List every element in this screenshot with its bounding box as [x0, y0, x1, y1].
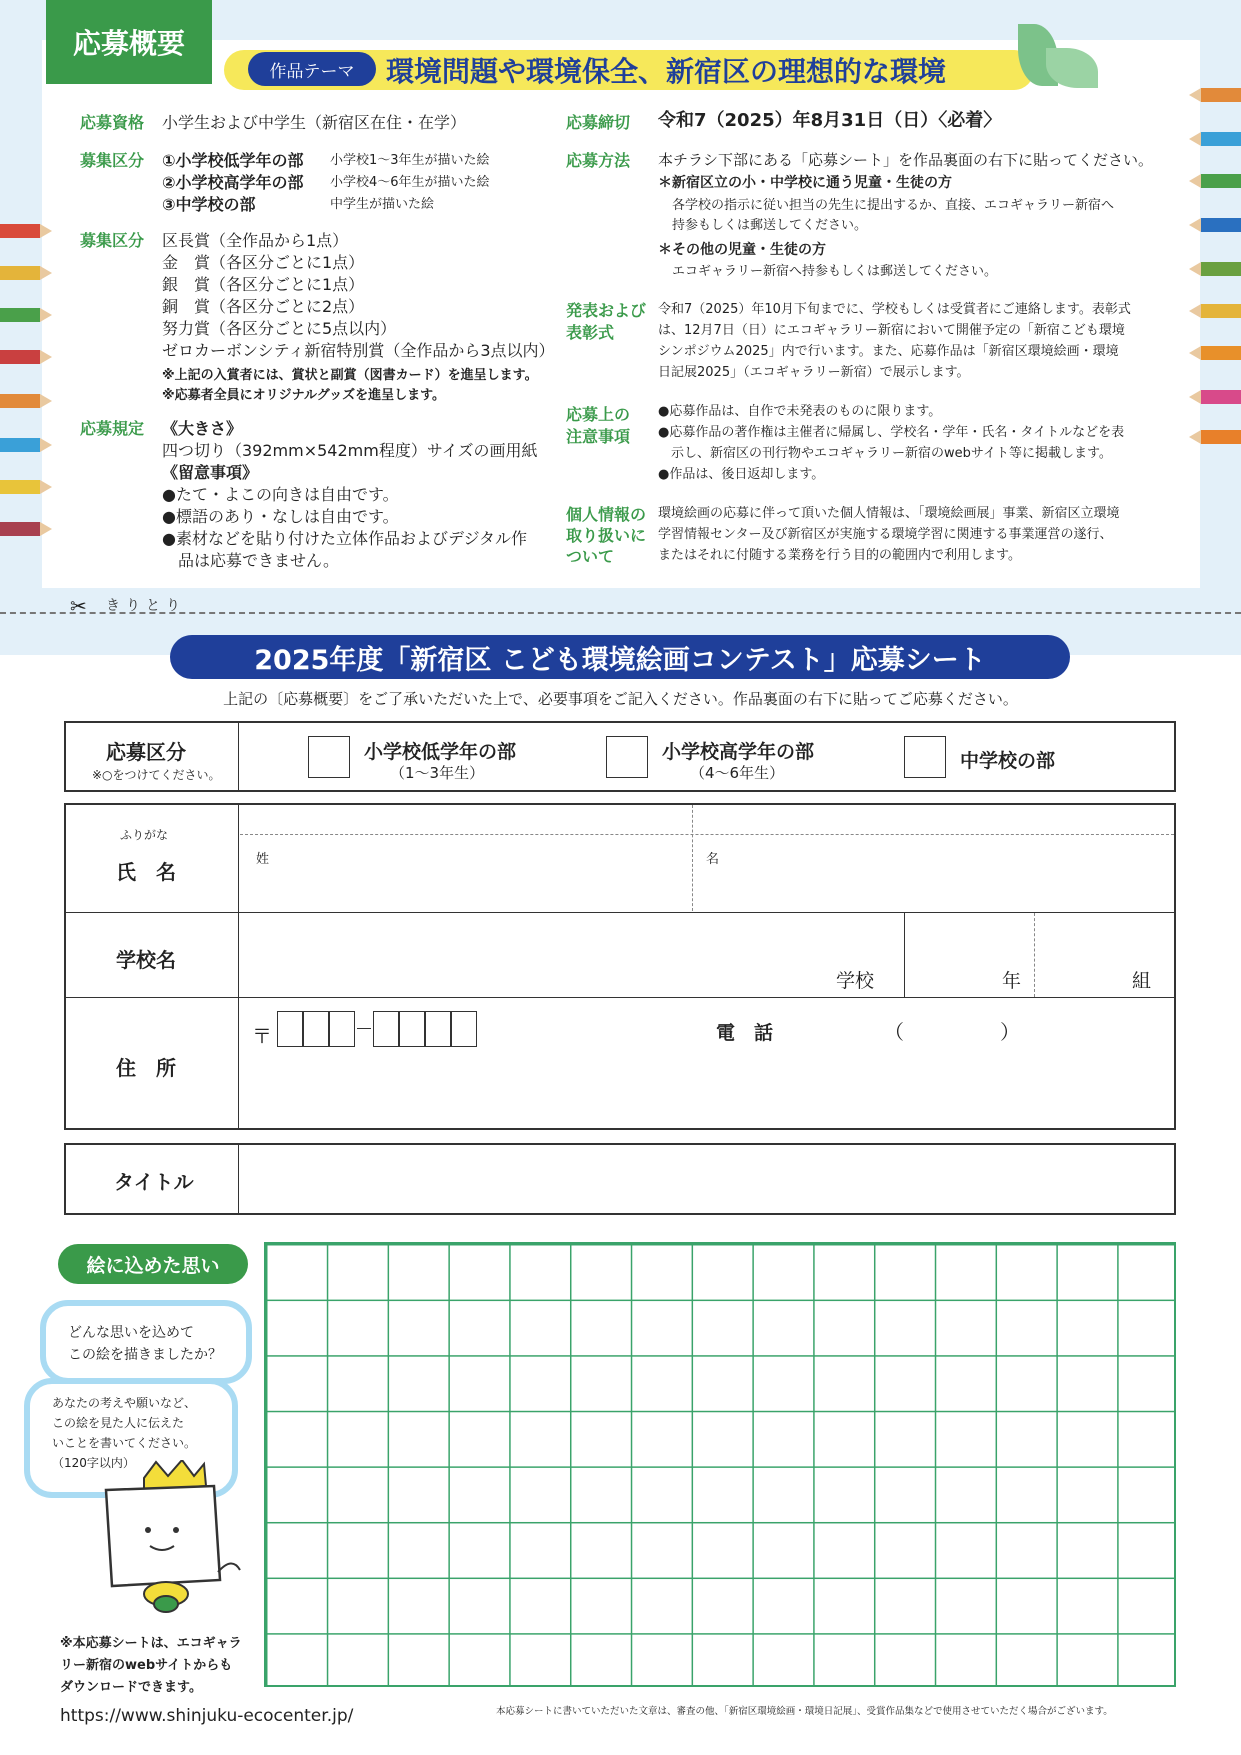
option-name: 小学校低学年の部 [364, 741, 517, 763]
method-line: 持参もしくは郵送してください。 [672, 218, 868, 233]
phone-field[interactable] [804, 1010, 1164, 1050]
postal-digit-box[interactable] [451, 1011, 477, 1047]
division-desc: 中学生が描いた絵 [330, 197, 435, 212]
given-name-field[interactable] [694, 838, 1174, 910]
awards-label: 募集区分 [80, 231, 145, 250]
privacy-label: 取り扱いに [566, 526, 647, 545]
rules-line: ●素材などを貼り付けた立体作品およびデジタル作 [162, 529, 528, 548]
award-item: 努力賞（各区分ごとに5点以内） [162, 319, 397, 338]
announce-line: 令和7（2025）年10月下旬までに、学校もしくは受賞者にご連絡します。表彰式 [658, 302, 1131, 317]
pencil-icon [0, 350, 40, 364]
divider [1034, 913, 1035, 997]
bubble-text: この絵を見た人に伝えた [52, 1416, 185, 1430]
download-note: ダウンロードできます。 [60, 1680, 202, 1695]
phone-label: 電 話 [716, 1022, 774, 1044]
thoughts-pill: 絵に込めた思い [58, 1244, 248, 1284]
rules-line: ●標語のあり・なしは自由です。 [162, 507, 399, 526]
pencil-icon [1201, 430, 1241, 444]
rules-line: 《大きさ》 [162, 419, 243, 438]
divider [238, 721, 239, 792]
title-field[interactable] [242, 1146, 1172, 1212]
division-desc: 小学校1〜3年生が描いた絵 [330, 153, 490, 168]
rules-line: ●たて・よこの向きは自由です。 [162, 485, 399, 504]
method-line: ＊新宿区立の小・中学校に通う児童・生徒の方 [658, 175, 952, 191]
divider [64, 912, 1176, 913]
award-item: ゼロカーボンシティ新宿特別賞（全作品から3点以内） [162, 341, 555, 360]
grade-field[interactable] [906, 914, 996, 996]
caution-line: ●応募作品は、自作で未発表のものに限ります。 [658, 404, 942, 419]
speech-bubble [40, 1300, 252, 1384]
outline-tag: 応募概要 [46, 0, 212, 84]
sei-label: 姓 [256, 852, 270, 867]
address-label: 住 所 [116, 1056, 176, 1080]
pencil-icon [0, 394, 40, 408]
pencil-icon [1201, 88, 1241, 102]
bubble-text: この絵を描きましたか？ [68, 1347, 222, 1363]
pencil-icon [1201, 346, 1241, 360]
rules-line: 品は応募できません。 [162, 551, 339, 570]
option-name: 中学校の部 [960, 750, 1056, 772]
award-item: 区長賞（全作品から1点） [162, 231, 349, 250]
rules-line: 四つ切り（392mm×542mm程度）サイズの画用紙 [162, 441, 538, 460]
pencil-icon [1201, 132, 1241, 146]
caution-line: 示し、新宿区の刊行物やエコギャラリー新宿のwebサイト等に掲載します。 [658, 446, 1112, 461]
school-suffix: 学校 [836, 970, 875, 992]
furigana-divider [240, 834, 1174, 835]
pencil-icon [1201, 262, 1241, 276]
pencil-icon [1201, 390, 1241, 404]
pencil-icon [0, 266, 40, 280]
awards-note: ※応募者全員にオリジナルグッズを進呈します。 [162, 388, 446, 403]
sheet-note: 上記の〔応募概要〕をご了承いただいた上で、必要事項をご記入ください。作品裏面の右下に貼ってご応募ください。 [223, 690, 1018, 708]
division-desc: 小学校4〜6年生が描いた絵 [330, 175, 490, 190]
divider [904, 913, 905, 997]
privacy-label: 個人情報の [566, 505, 647, 524]
pencil-icon [1201, 174, 1241, 188]
eligibility-text: 小学生および中学生（新宿区在住・在学） [162, 113, 467, 132]
privacy-line: またはそれに付随する業務を行う目的の範囲内で利用します。 [658, 548, 1021, 563]
postal-digit-box[interactable] [303, 1011, 329, 1047]
address-field[interactable] [250, 1056, 1170, 1126]
division-checkbox-upper[interactable] [606, 736, 648, 778]
theme-label: 作品テーマ [248, 52, 376, 86]
cut-line [0, 612, 1241, 614]
divisions-label: 募集区分 [80, 151, 145, 170]
class-suffix: 組 [1132, 970, 1152, 992]
announce-label: 表彰式 [566, 323, 615, 342]
division-checkbox-junior[interactable] [904, 736, 946, 778]
award-item: 銀 賞（各区分ごとに1点） [162, 275, 365, 294]
pencil-icon [0, 438, 40, 452]
footer-note: 本応募シートに書いていただいた文章は、審査の他、「新宿区環境絵画・環境日記展」、受賞作品集などで使用させていただく場合がございます。 [496, 1706, 1113, 1717]
download-note: リー新宿のwebサイトからも [60, 1658, 233, 1673]
bubble-text: どんな思いを込めて [68, 1325, 194, 1341]
privacy-label: ついて [566, 547, 615, 566]
method-line: エコギャラリー新宿へ持参もしくは郵送してください。 [672, 264, 998, 279]
furigana-label: ふりがな [120, 828, 169, 842]
name-label: 氏 名 [116, 860, 176, 884]
pencil-icon [0, 480, 40, 494]
division-row-label: 応募区分 [106, 740, 186, 764]
option-sub: （4〜6年生） [690, 764, 785, 782]
postal-mark: 〒 [252, 1024, 272, 1048]
website-link[interactable]: https://www.shinjuku-ecocenter.jp/ [60, 1706, 354, 1726]
division-name: ②小学校高学年の部 [162, 173, 304, 192]
school-field[interactable] [240, 914, 820, 996]
caution-label: 注意事項 [566, 427, 631, 446]
privacy-line: 環境絵画の応募に伴って頂いた個人情報は、「環境絵画展」事業、新宿区立環境 [658, 506, 1120, 521]
option-name: 小学校高学年の部 [662, 741, 815, 763]
method-line: 各学校の指示に従い担当の先生に提出するか、直接、エコギャラリー新宿へ [672, 198, 1115, 213]
method-line: ＊その他の児童・生徒の方 [658, 242, 826, 258]
deadline-label: 応募締切 [566, 113, 631, 132]
eligibility-label: 応募資格 [80, 113, 145, 132]
cut-label: きりとり [106, 598, 186, 614]
divider [238, 803, 239, 1130]
grade-suffix: 年 [1002, 970, 1022, 992]
class-field[interactable] [1036, 914, 1126, 996]
pencil-icon [0, 308, 40, 322]
title-label: タイトル [114, 1170, 194, 1194]
announce-line: シンポジウム2025」内で行います。また、応募作品は「新宿区環境絵画・環境 [658, 344, 1119, 359]
rules-label: 応募規定 [80, 419, 145, 438]
surname-field[interactable] [240, 838, 690, 910]
postal-digit-box[interactable] [277, 1011, 303, 1047]
caution-label: 応募上の [566, 405, 631, 424]
announce-label: 発表および [566, 301, 647, 320]
school-label: 学校名 [116, 948, 176, 972]
download-note: ※本応募シートは、エコギャラ [60, 1636, 242, 1651]
division-checkbox-lower[interactable] [308, 736, 350, 778]
bubble-text: あなたの考えや願いなど、 [52, 1396, 197, 1410]
sheet-title: 2025年度「新宿区 こども環境絵画コンテスト」応募シート [170, 635, 1070, 679]
theme-text: 環境問題や環境保全、新宿区の理想的な環境 [386, 55, 947, 88]
postal-digit-box[interactable] [373, 1011, 399, 1047]
division-name: ③中学校の部 [162, 195, 256, 214]
postal-dash [357, 1028, 371, 1029]
phone-paren-open: （ [884, 1020, 904, 1044]
bubble-text: （120字以内） [52, 1456, 135, 1470]
postal-digit-box[interactable] [329, 1011, 355, 1047]
announce-line: は、12月7日（日）にエコギャラリー新宿において開催予定の「新宿こども環境 [658, 323, 1125, 338]
pencil-icon [0, 224, 40, 238]
rules-line: 《留意事項》 [162, 463, 259, 482]
award-item: 銅 賞（各区分ごとに2点） [162, 297, 365, 316]
mascot-icon [92, 1460, 252, 1620]
name-divider [692, 805, 693, 911]
scissors-icon: ✂ [70, 594, 87, 618]
privacy-line: 学習情報センター及び新宿区が実施する環境学習に関連する事業運営の遂行、 [658, 527, 1113, 542]
pencil-icon [1201, 218, 1241, 232]
division-hint: ※○をつけてください。 [92, 768, 221, 782]
announce-line: 日記展2025」（エコギャラリー新宿）で展示します。 [658, 365, 970, 380]
method-label: 応募方法 [566, 151, 631, 170]
pencil-icon [0, 522, 40, 536]
divider [64, 997, 1176, 998]
caution-line: ●応募作品の著作権は主催者に帰属し、学校名・学年・氏名・タイトルなどを表 [658, 425, 1125, 440]
deadline-text: 令和7（2025）年8月31日（日）〈必着〉 [658, 110, 1002, 131]
bubble-text: いことを書いてください。 [52, 1436, 197, 1450]
caution-line: ●作品は、後日返却します。 [658, 467, 825, 482]
postal-digit-box[interactable] [399, 1011, 425, 1047]
pencil-icon [1201, 304, 1241, 318]
mei-label: 名 [706, 852, 720, 867]
awards-note: ※上記の入賞者には、賞状と副賞（図書カード）を進呈します。 [162, 368, 538, 383]
method-line: 本チラシ下部にある「応募シート」を作品裏面の右下に貼ってください。 [658, 151, 1154, 169]
postal-digit-box[interactable] [425, 1011, 451, 1047]
division-name: ①小学校低学年の部 [162, 151, 304, 170]
writing-grid[interactable] [264, 1242, 1176, 1687]
divider [238, 1143, 239, 1215]
award-item: 金 賞（各区分ごとに1点） [162, 253, 365, 272]
phone-paren-close: ） [1000, 1020, 1020, 1044]
option-sub: （1〜3年生） [390, 764, 485, 782]
